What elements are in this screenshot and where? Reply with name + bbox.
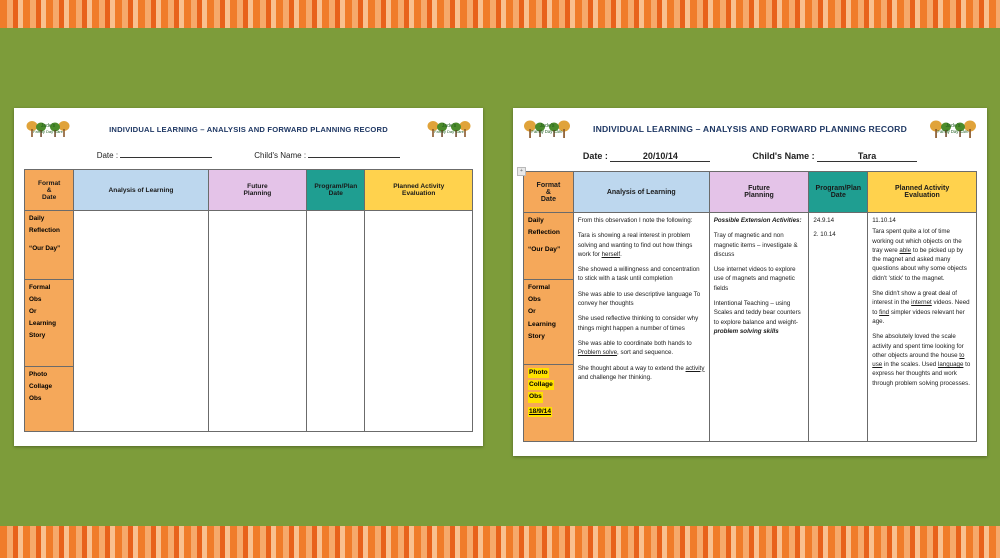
program-date: 2. 10.14: [813, 231, 836, 239]
format-cell-photo-collage[interactable]: [25, 367, 74, 432]
format-cell-daily-reflection[interactable]: [25, 211, 74, 280]
evaluation-date: 11.10.14: [872, 217, 896, 224]
analysis-cell[interactable]: [573, 213, 709, 442]
evaluation-paragraph: She didn't show a great deal of interest in the internet videos. Need to find simpler videos relevant her age.: [872, 290, 970, 325]
format-label-formal: Formal: [528, 284, 550, 291]
evaluation-emphasis-internet: internet: [911, 299, 932, 307]
document-meta-row: [24, 151, 473, 160]
date-value[interactable]: 20/10/14: [610, 151, 710, 162]
document-page-blank-template[interactable]: [14, 108, 483, 446]
analysis-paragraph: She used reflective thinking to consider why things might happen a number of times: [577, 315, 699, 332]
evaluation-emphasis-language: language: [937, 361, 964, 369]
analysis-emphasis-activity: activity: [685, 364, 705, 372]
date-label: Date :: [582, 151, 608, 161]
decorative-bottom-border: [0, 526, 1000, 558]
planning-table-completed: [523, 171, 977, 442]
future-cell-empty[interactable]: [208, 211, 307, 432]
column-header-format: Format & Date: [524, 172, 574, 213]
column-header-program: Program/Plan Date: [809, 172, 868, 213]
format-label-photo: Photo: [528, 368, 569, 378]
evaluation-emphasis-to-use: to use: [872, 351, 965, 369]
page-title: INDIVIDUAL LEARNING – ANALYSIS AND FORWARD PLANNING RECORD: [593, 124, 907, 134]
date-field-group[interactable]: [583, 151, 711, 162]
column-header-future: Future Planning: [208, 170, 307, 211]
format-label-or: Or: [29, 307, 37, 315]
format-label-photo: Photo: [29, 371, 48, 378]
evaluation-cell-empty[interactable]: [365, 211, 473, 432]
format-label-story: Story: [29, 331, 46, 339]
format-label-our-day: “Our Day”: [29, 244, 61, 252]
format-label-or: Or: [528, 308, 536, 316]
format-label-daily: Daily: [528, 217, 544, 224]
table-header-row: [25, 170, 473, 211]
document-header-filled: [523, 116, 977, 142]
svg-text:Jade's: Jade's: [40, 123, 56, 129]
format-cell-formal-obs[interactable]: [524, 280, 574, 365]
format-label-obs2: Obs: [528, 392, 569, 402]
child-name-label: Child's Name :: [254, 151, 307, 160]
format-label-reflection: Reflection: [29, 226, 60, 234]
svg-text:Family Day Care: Family Day Care: [33, 129, 63, 134]
child-name-field-group[interactable]: [254, 151, 400, 160]
column-header-analysis: Analysis of Learning: [573, 172, 709, 213]
format-label-learning: Learning: [528, 320, 556, 328]
analysis-emphasis-problem-solve: Problem solve: [577, 349, 618, 357]
column-header-future: Future Planning: [709, 172, 809, 213]
date-field-group[interactable]: [97, 151, 213, 160]
future-emphasis-problem-solving: problem solving skills: [713, 327, 779, 335]
column-header-evaluation: Planned Activity Evaluation: [868, 172, 977, 213]
evaluation-emphasis-able: able: [899, 246, 912, 254]
planning-table-blank: [24, 169, 473, 432]
table-header-row: [524, 172, 977, 213]
column-header-analysis: Analysis of Learning: [74, 170, 208, 211]
svg-text:Family Day Care: Family Day Care: [937, 129, 969, 134]
program-date: 24.9.14: [813, 217, 835, 224]
format-label-obs: Obs: [528, 296, 541, 304]
svg-text:Jade's: Jade's: [945, 123, 961, 129]
analysis-paragraph: She showed a willingness and concentration to stick with a task until completion: [577, 266, 700, 283]
page-title: INDIVIDUAL LEARNING – ANALYSIS AND FORWARD PLANNING RECORD: [109, 124, 388, 134]
child-name-field-group[interactable]: [752, 151, 917, 162]
future-paragraph: Use internet videos to explore use of magnets and magnetic fields: [713, 266, 796, 292]
format-label-daily: Daily: [29, 215, 45, 222]
future-paragraph: Intentional Teaching – using Scales and teddy bear counters to explore balance and weight- problem solving skills: [713, 300, 801, 335]
analysis-paragraph: She was able to use descriptive language To convey her thoughts: [577, 290, 701, 308]
child-name-label: Child's Name :: [752, 151, 815, 161]
format-cell-daily-reflection[interactable]: [524, 213, 574, 280]
decorative-top-border: [0, 0, 1000, 28]
date-value[interactable]: [120, 157, 212, 158]
child-name-value[interactable]: [308, 157, 400, 158]
child-name-value[interactable]: Tara: [817, 151, 917, 162]
document-header: [24, 116, 473, 142]
page-corner-handle[interactable]: +: [517, 167, 526, 176]
column-header-format: Format & Date: [25, 170, 74, 211]
tree-logo-icon-right: [425, 116, 473, 142]
format-photo-date: 18/9/14: [528, 407, 569, 417]
future-heading: Possible Extension Activities:: [713, 217, 802, 224]
analysis-paragraph: She thought about a way to extend the activity and challenge her thinking.: [577, 364, 705, 381]
tree-logo-icon: [24, 116, 72, 142]
tree-logo-icon-right: [929, 116, 977, 142]
planned-activity-evaluation-cell[interactable]: [868, 213, 977, 442]
format-cell-photo-collage[interactable]: [524, 365, 574, 442]
svg-text:Family Day Care: Family Day Care: [434, 129, 464, 134]
column-header-program: Program/Plan Date: [307, 170, 365, 211]
format-label-reflection: Reflection: [528, 229, 560, 237]
analysis-paragraph: She was able to coordinate both hands to Problem solve, sort and sequence.: [577, 339, 692, 357]
format-label-formal: Formal: [29, 284, 51, 291]
format-label-collage: Collage: [528, 380, 569, 390]
format-label-collage: Collage: [29, 382, 53, 390]
analysis-paragraph: Tara is showing a real interest in problem solving and wanting to find out how things work for herself.: [577, 232, 693, 258]
format-label-story: Story: [528, 332, 545, 340]
future-paragraph: Tray of magnetic and non magnetic items – investigate & discuss: [713, 232, 798, 258]
svg-text:Jade's: Jade's: [441, 123, 457, 129]
evaluation-paragraph: Tara spent quite a lot of time working out which objects on the tray were able to be picked up by the magnet and asked many questions about why some objects didn't 'stick' to the magnet.: [872, 228, 967, 282]
document-page-completed[interactable]: [513, 108, 987, 456]
table-row: [25, 211, 473, 280]
program-plan-date-cell[interactable]: [809, 213, 868, 442]
analysis-paragraph: From this observation I note the following:: [577, 217, 693, 224]
svg-text:Family Day Care: Family Day Care: [531, 129, 563, 134]
format-label-learning: Learning: [29, 319, 56, 327]
analysis-emphasis-herself: herself: [601, 250, 621, 258]
format-label-obs: Obs: [29, 295, 42, 303]
evaluation-emphasis-find: find: [879, 308, 890, 316]
table-row: [524, 213, 977, 280]
document-meta-row-filled: [523, 151, 977, 162]
column-header-evaluation: Planned Activity Evaluation: [365, 170, 473, 211]
format-label-our-day: “Our Day”: [528, 246, 561, 254]
tree-logo-icon: [523, 116, 571, 142]
program-cell-empty[interactable]: [307, 211, 365, 432]
future-planning-cell[interactable]: [709, 213, 809, 442]
format-label-obs2: Obs: [29, 394, 42, 402]
date-label: Date :: [96, 151, 119, 160]
format-cell-formal-obs[interactable]: [25, 280, 74, 367]
svg-text:Jade's: Jade's: [539, 123, 555, 129]
evaluation-paragraph: She absolutely loved the scale activity and spent time looking for other objects around the house to use in the scales. Used language to express her thoughts and work through problem solving processes.: [872, 333, 971, 387]
analysis-cell-empty[interactable]: [74, 211, 208, 432]
